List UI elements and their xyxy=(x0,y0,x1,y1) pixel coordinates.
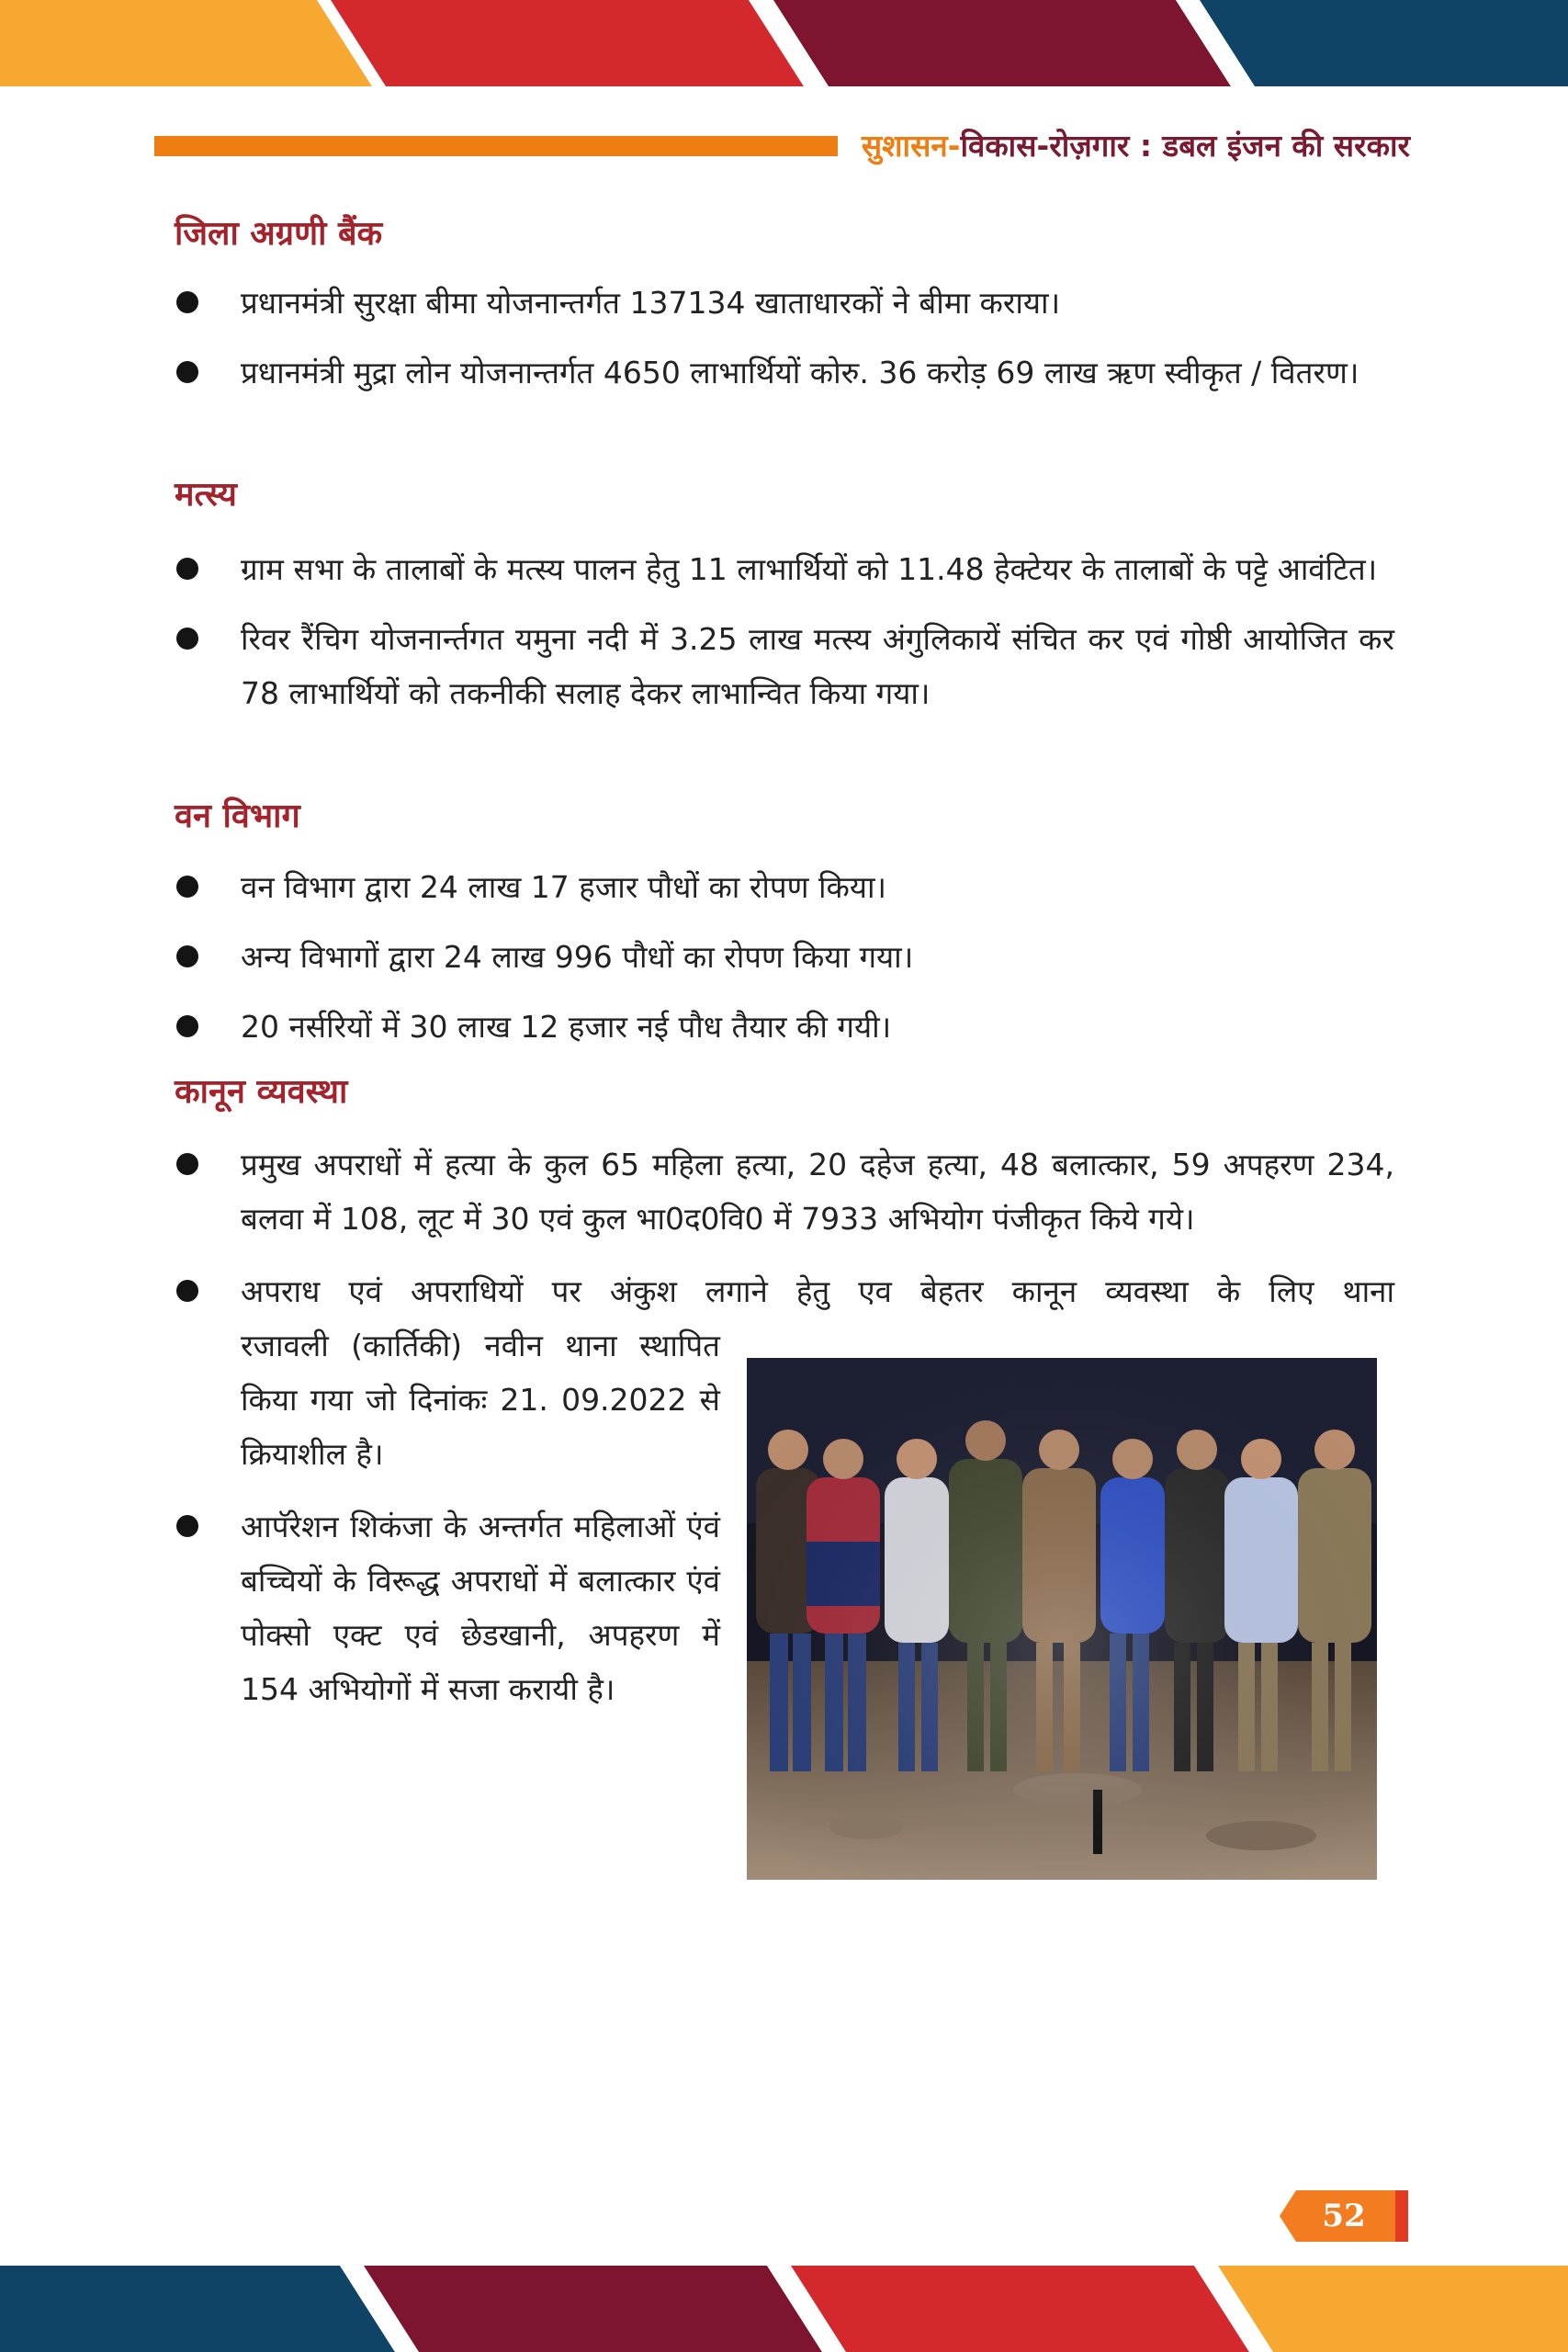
header-title-part3: रोज़गार : डबल इंजन की सरकार xyxy=(1049,128,1410,164)
section-heading-lead-bank: जिला अग्रणी बैंक xyxy=(175,215,383,253)
list-item xyxy=(175,930,1394,984)
list-item-text: अपराध एवं अपराधियों पर अंकुश लगाने हेतु एव बेहतर कानून व्यवस्था के लिए थाना xyxy=(241,1273,1394,1309)
lead-bank-list xyxy=(175,276,1394,400)
list-item-text: प्रधानमंत्री सुरक्षा बीमा योजनान्तर्गत 137134 खाताधारकों ने बीमा कराया। xyxy=(241,285,1061,321)
bullet-icon xyxy=(176,1015,198,1037)
list-item-text: रजावली (कार्तिकी) नवीन थाना स्थापित किया गया जो दिनांकः 21. 09.2022 से क्रियाशील है। xyxy=(241,1328,720,1472)
fisheries-list xyxy=(175,542,1394,720)
header-title-part2: विकास- xyxy=(960,128,1050,164)
page-number-badge xyxy=(1280,2190,1408,2242)
group-photo-police-officers-night-icon xyxy=(747,1358,1377,1880)
bullet-icon xyxy=(176,291,198,313)
law-order-list xyxy=(175,1137,1394,1246)
bullet-icon xyxy=(176,1280,198,1302)
list-item xyxy=(175,345,1394,400)
section-heading-law-order: कानून व्यवस्था xyxy=(175,1073,348,1111)
law-order-list-item2-line1 xyxy=(175,1264,1394,1318)
top-decorative-band xyxy=(0,0,1568,86)
bullet-icon xyxy=(176,876,198,898)
bullet-icon xyxy=(176,945,198,967)
bullet-icon xyxy=(176,1153,198,1175)
list-item-text: प्रमुख अपराधों में हत्या के कुल 65 महिला हत्या, 20 दहेज हत्या, 48 बलात्कार, 59 अपहरण 234, बलवा में 108, लूट में 30 एवं कुल भा0द0वि0 में 7933 अभियोग पंजीकृत किये गये। xyxy=(241,1147,1394,1237)
header-title-part1: सुशासन- xyxy=(861,128,961,164)
law-order-item2-continuation xyxy=(241,1318,720,1481)
list-item xyxy=(175,1264,1394,1318)
section-heading-fisheries: मत्स्य xyxy=(175,476,237,514)
list-item-text: 20 नर्सरियों में 30 लाख 12 हजार नई पौध तैयार की गयी। xyxy=(241,1009,892,1045)
group-photo xyxy=(747,1358,1377,1880)
list-item xyxy=(175,1000,1394,1054)
header-title xyxy=(862,123,1410,169)
list-item xyxy=(175,276,1394,330)
list-item-text: आपॅरेशन शिकंजा के अन्तर्गत महिलाओं एंवं बच्चियों के विरूद्ध अपराधों में बलात्कार एंवं पोक्सो एक्ट एवं छेडखानी, अपहरण में 154 अभियोगों में सजा करायी है। xyxy=(241,1509,720,1707)
bullet-icon xyxy=(176,1515,198,1537)
section-heading-forest: वन विभाग xyxy=(175,797,300,835)
bullet-icon xyxy=(176,628,198,650)
page-number: 52 xyxy=(1322,2198,1366,2234)
list-item-text: रिवर रैंचिग योजनार्न्तगत यमुना नदी में 3.25 लाख मत्स्य अंगुलिकायें संचित कर एवं गोष्ठी आयोजित कर 78 लाभार्थियों को तकनीकी सलाह देकर लाभान्वित किया गया। xyxy=(241,621,1394,711)
law-order-list-item3 xyxy=(175,1499,720,1716)
list-item xyxy=(175,612,1394,720)
list-item-text: अन्य विभागों द्वारा 24 लाख 996 पौधों का रोपण किया गया। xyxy=(241,939,914,975)
list-item xyxy=(175,1499,720,1716)
list-item xyxy=(175,860,1394,914)
forest-list xyxy=(175,860,1394,1054)
list-item-text: ग्राम सभा के तालाबों के मत्स्य पालन हेतु 11 लाभार्थियों को 11.48 हेक्टेयर के तालाबों के पट्टे आवंटित। xyxy=(241,551,1378,587)
list-item-text: प्रधानमंत्री मुद्रा लोन योजनान्तर्गत 4650 लाभार्थियों कोरु. 36 करोड़ 69 लाख ऋण स्वीकृत / वितरण। xyxy=(241,355,1359,390)
bottom-decorative-band xyxy=(0,2266,1568,2352)
list-item xyxy=(175,542,1394,596)
bullet-icon xyxy=(176,558,198,580)
header-accent-rule xyxy=(154,136,838,156)
list-item-text: वन विभाग द्वारा 24 लाख 17 हजार पौधों का रोपण किया। xyxy=(241,869,887,905)
list-item xyxy=(175,1137,1394,1246)
bullet-icon xyxy=(176,361,198,383)
